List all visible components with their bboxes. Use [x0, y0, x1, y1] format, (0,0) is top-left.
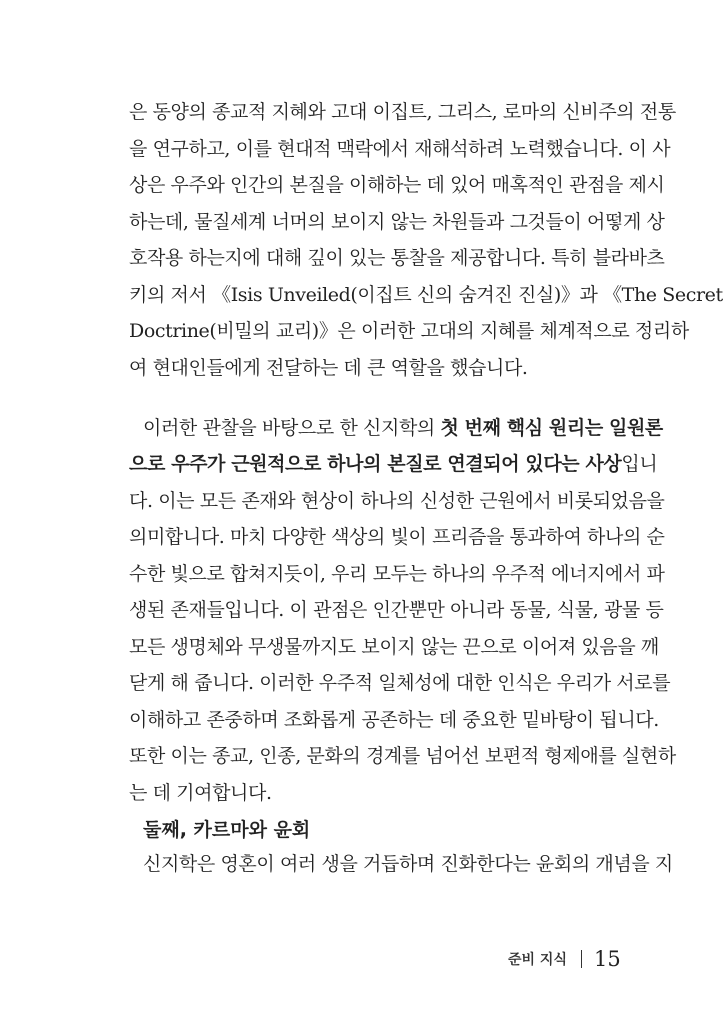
text-line — [143, 416, 663, 440]
section-heading: 둘째, 카르마와 윤회 — [143, 819, 311, 841]
emphasized-text: 으로 우주가 근원적으로 하나의 본질로 연결되어 있다는 사상 — [129, 453, 622, 475]
text-line: 닫게 해 줍니다. 이러한 우주적 일체성에 대한 인식은 우리가 서로를 — [129, 672, 671, 694]
text-line: 수한 빛으로 합쳐지듯이, 우리 모두는 하나의 우주적 에너지에서 파 — [129, 563, 665, 585]
footer-divider — [581, 950, 582, 968]
plain-text: 입니 — [621, 453, 658, 475]
text-line: 이해하고 존중하며 조화롭게 공존하는 데 중요한 밑바탕이 됩니다. — [129, 709, 659, 731]
text-line: 상은 우주와 인간의 본질을 이해하는 데 있어 매혹적인 관점을 제시 — [129, 174, 665, 196]
text-line: 모든 생명체와 무생물까지도 보이지 않는 끈으로 이어져 있음을 깨 — [129, 636, 659, 658]
text-line: 키의 저서 《Isis Unveiled(이집트 신의 숨겨진 진실)》과 《The Secret — [129, 284, 723, 306]
text-line: 의미합니다. 마치 다양한 색상의 빛이 프리즘을 통과하여 하나의 순 — [129, 526, 665, 548]
text-line: 여 현대인들에게 전달하는 데 큰 역할을 했습니다. — [129, 357, 528, 379]
text-line: 는 데 기여합니다. — [129, 782, 272, 804]
text-line: Doctrine(비밀의 교리)》은 이러한 고대의 지혜를 체계적으로 정리하 — [129, 320, 689, 342]
text-line: 호작용 하는지에 대해 깊이 있는 통찰을 제공합니다. 특히 블라바츠 — [129, 247, 665, 269]
running-footer-title: 준비 지식 — [508, 952, 567, 968]
text-line: 다. 이는 모든 존재와 현상이 하나의 신성한 근원에서 비롯되었음을 — [129, 490, 665, 512]
text-line: 은 동양의 종교적 지혜와 고대 이집트, 그리스, 로마의 신비주의 전통 — [129, 101, 676, 123]
page-footer — [508, 946, 621, 972]
text-line: 하는데, 물질세계 너머의 보이지 않는 차원들과 그것들이 어떻게 상 — [129, 211, 665, 233]
page-number: 15 — [593, 947, 621, 971]
plain-text: 이러한 관찰을 바탕으로 한 신지학의 — [143, 417, 441, 439]
text-line — [129, 452, 658, 476]
text-line: 생된 존재들입니다. 이 관점은 인간뿐만 아니라 동물, 식물, 광물 등 — [129, 599, 664, 621]
text-line: 신지학은 영혼이 여러 생을 거듭하며 진화한다는 윤회의 개념을 지 — [143, 853, 673, 875]
text-line: 또한 이는 종교, 인종, 문화의 경계를 넘어선 보편적 형제애를 실현하 — [129, 745, 676, 767]
emphasized-text: 첫 번째 핵심 원리는 일원론 — [440, 417, 663, 439]
text-line: 을 연구하고, 이를 현대적 맥락에서 재해석하려 노력했습니다. 이 사 — [129, 138, 671, 160]
